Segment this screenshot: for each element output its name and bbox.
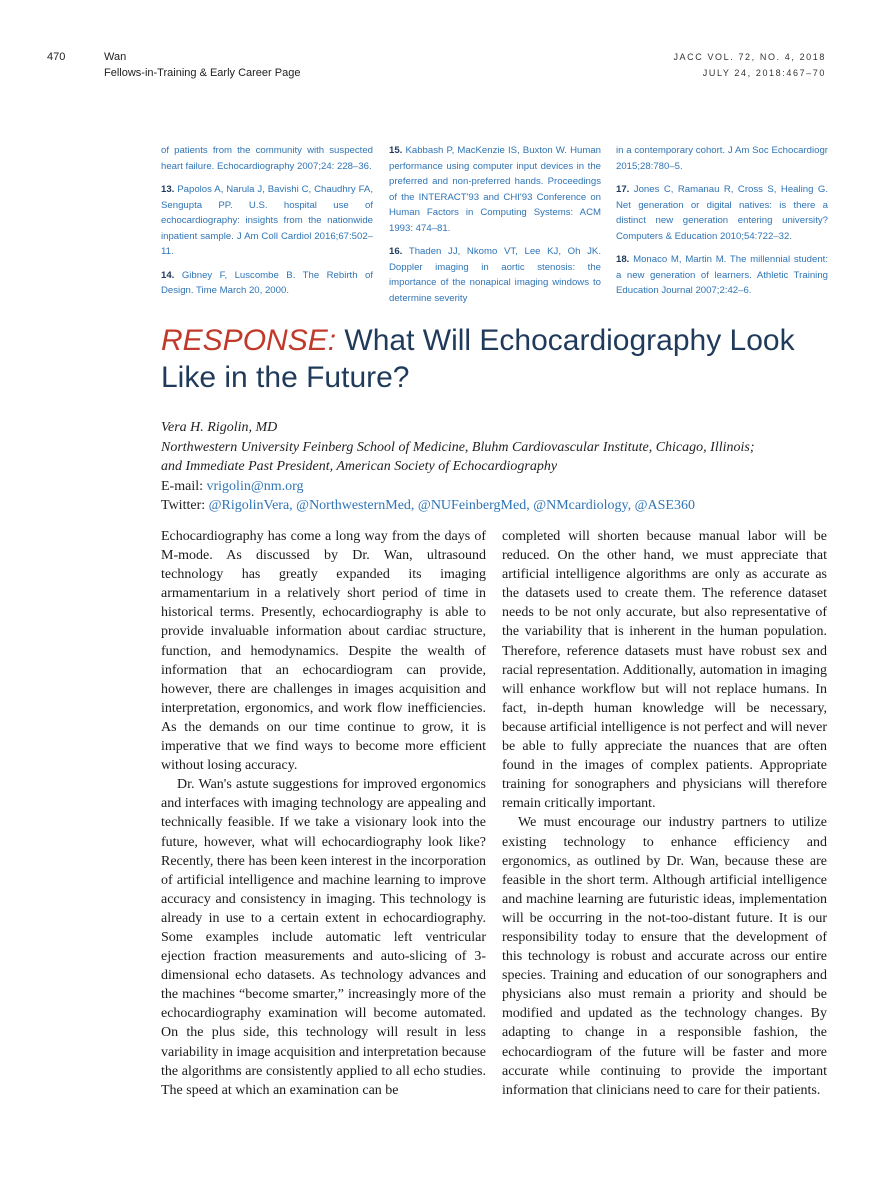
reference-item[interactable]: 17. Jones C, Ramanau R, Cross S, Healing G. Net generation or digital natives: is there a distinct new generation entering university? Computers & Education 2010;54:722–32. (616, 184, 828, 242)
email-label: E-mail: (161, 478, 203, 494)
reference-number: 18. (616, 254, 630, 265)
reference-number: 15. (389, 145, 403, 156)
reference-item[interactable]: of patients from the community with suspected heart failure. Echocardiography 2007;24: 228–36. (161, 145, 373, 172)
twitter-line (161, 496, 841, 516)
email-link[interactable]: vrigolin@nm.org (206, 478, 304, 494)
body-column-1 (161, 527, 486, 1100)
email-line (161, 477, 841, 497)
reference-number: 16. (389, 246, 403, 257)
running-head-section: Fellows-in-Training & Early Career Page (104, 67, 301, 79)
reference-number: 17. (616, 184, 630, 195)
affiliation-line-2: and Immediate Past President, American Society of Echocardiography (161, 459, 558, 474)
journal-citation: JACC VOL. 72, NO. 4, 2018 (673, 52, 826, 62)
reference-item[interactable]: 13. Papolos A, Narula J, Bavishi C, Chaudhry FA, Sengupta PP. U.S. hospital use of echocardiography: insights from the nationwide inpatient sample. J Am Coll Cardiol 2016;67:502–11. (161, 184, 373, 257)
reference-item[interactable]: 16. Thaden JJ, Nkomo VT, Lee KJ, Oh JK. Doppler imaging in aortic stenosis: the importance of the nonapical imaging windows to determine severity (389, 246, 601, 304)
reference-number: 13. (161, 184, 175, 195)
author-name: Vera H. Rigolin, MD (161, 420, 278, 435)
twitter-handles[interactable]: @RigolinVera, @NorthwesternMed, @NUFeinbergMed, @NMcardiology, @ASE360 (208, 498, 695, 513)
body-paragraph: completed will shorten because manual labor will be reduced. On the other hand, we must appreciate that artificial intelligence algorithms are only as accurate as the datasets used to create them. The reference dataset needs to be not only accurate, but also representative of the variability that is inherent in the human population. Therefore, reference datasets must have robust sex and racial representation. Additionally, automation in imaging will enhance workflow but will not replace humans. In fact, in-depth human knowledge will be necessary, because artificial intelligence is not perfect and will never be able to fully appreciate the nuances that are often found in the images of complex patients. Appropriate training for sonographers and physicians will therefore remain critically important. (502, 529, 827, 812)
page-number: 470 (47, 51, 66, 63)
reference-item[interactable]: 15. Kabbash P, MacKenzie IS, Buxton W. Human performance using computer input devices in the preferred and non-preferred hands. Proceedings of the INTERACT'93 and CHI'93 Conference on Human Factors in Computing Systems: ACM 1993: 474–81. (389, 145, 602, 234)
author-block (161, 418, 841, 516)
reference-item[interactable]: 14. Gibney F, Luscombe B. The Rebirth of Design. Time March 20, 2000. (161, 269, 374, 296)
reference-item[interactable]: in a contemporary cohort. J Am Soc Echocardiogr 2015;28:780–5. (616, 145, 828, 172)
body-column-2 (502, 527, 827, 1100)
affiliation-line-1: Northwestern University Feinberg School of Medicine, Bluhm Cardiovascular Institute, Chicago, Illinois; (161, 439, 755, 455)
journal-date: JULY 24, 2018:467–70 (702, 68, 826, 78)
title-main: What Will Echocardiography Look Like in the Future? (161, 324, 795, 394)
twitter-label: Twitter: (161, 498, 206, 513)
references-column-1 (161, 143, 373, 307)
body-paragraph: We must encourage our industry partners to utilize existing technology to enhance efficiency and ergonomics, as outlined by Dr. Wan, because these are feasible in the short term. Although artificial intelligence and machine learning are futuristic ideas, implementation will be occurring in the not-too-distant future. It is our responsibility today to ensure that the development of this technology is robust and accurate across our entire species. Training and education of our sonographers and physicians also must remain a priority and should be modified and updated as the technology changes. By adapting to change in a responsible fashion, the echocardiogram of the future will be faster and more accurate while continuing to provide the important information that clinicians need to care for their patients. (502, 815, 827, 1098)
reference-number: 14. (161, 269, 175, 281)
references-column-3 (616, 143, 828, 307)
body-paragraph: Echocardiography has come a long way from the days of M-mode. As discussed by Dr. Wan, ultrasound technology has greatly expanded its imaging armamentarium in a relatively short period of time in historical terms. Presently, echocardiography is able to provide invaluable information about cardiac structure, function, and hemodynamics. Despite the wealth of information that an echocardiogram can provide, however, there are challenges in images acquisition and interpretation, ergonomics, and work flow inefficiencies. As the demands on our time continue to grow, it is imperative that we find ways to become more efficient without losing accuracy. (161, 529, 486, 774)
title-prefix: RESPONSE: (161, 324, 337, 357)
article-title (161, 322, 801, 396)
running-head-author: Wan (104, 51, 127, 63)
reference-item[interactable]: 18. Monaco M, Martin M. The millennial student: a new generation of learners. Athletic Training Education Journal 2007;2:42–6. (616, 254, 829, 296)
references-column-2 (389, 143, 601, 314)
body-paragraph: Dr. Wan's astute suggestions for improved ergonomics and interfaces with imaging technology are appealing and technically feasible. If we take a visionary look into the future, however, what will echocardiography look like? Recently, there has been keen interest in the incorporation of artificial intelligence and machine learning to improve accuracy and consistency in imaging. This technology is already in use to a certain extent in echocardiography. Some examples include automatic left ventricular ejection fraction measurements and auto-slicing of 3-dimensional echo datasets. As technology advances and the machines “become smarter,” increasingly more of the echocardiography examination will become automated. On the plus side, this technology will result in less variability in image acquisition and interpretation because the algorithms are consistently applied to all echo studies. The speed at which an examination can be (161, 777, 487, 1098)
